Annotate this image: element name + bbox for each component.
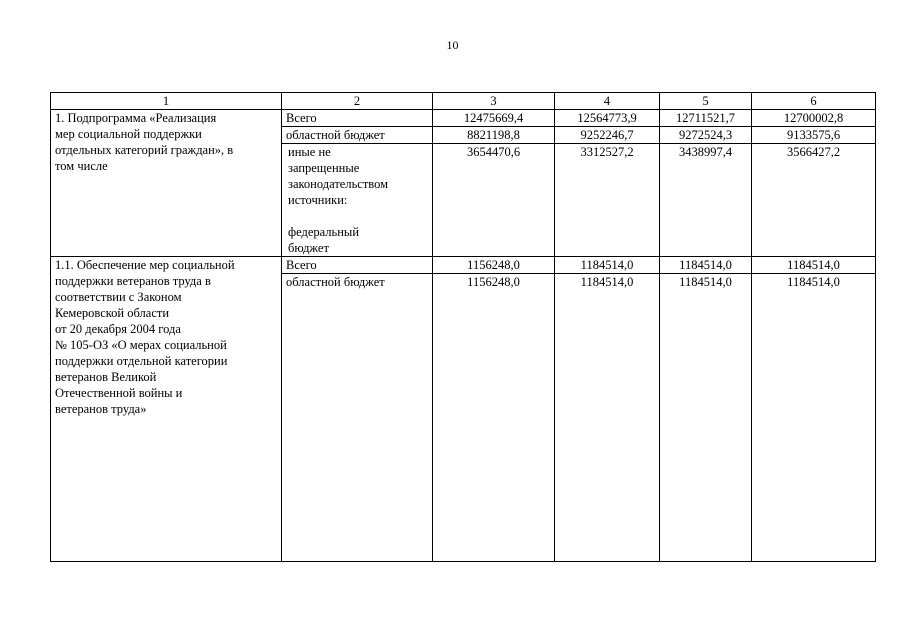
value-cell: 1156248,0 xyxy=(433,274,555,562)
header-cell: 2 xyxy=(282,93,433,110)
funding-source: Всего xyxy=(282,257,433,274)
value-cell: 12700002,8 xyxy=(752,110,876,127)
funding-source: областной бюджет xyxy=(282,127,433,144)
funding-source xyxy=(282,144,433,257)
value-cell: 1184514,0 xyxy=(752,274,876,562)
funding-source: областной бюджет xyxy=(282,274,433,562)
value-cell: 3654470,6 xyxy=(433,144,555,257)
header-cell: 3 xyxy=(433,93,555,110)
value-cell: 1184514,0 xyxy=(660,257,752,274)
value-cell: 3566427,2 xyxy=(752,144,876,257)
program-name: 1.1. Обеспечение мер социальной поддержки ветеранов труда в соответствии с Законом Кемеровской области от 20 декабря 2004 года № 105-ОЗ «О мерах социальной поддержки отдельной категории ветеранов Великой Отечественной войны и ветеранов труда» xyxy=(51,257,282,562)
page-number: 10 xyxy=(446,38,459,52)
value-cell: 3312527,2 xyxy=(555,144,660,257)
table-row xyxy=(51,257,876,274)
value-cell: 9272524,3 xyxy=(660,127,752,144)
value-cell: 12475669,4 xyxy=(433,110,555,127)
table-row xyxy=(51,110,876,127)
program-name: 1. Подпрограмма «Реализация мер социальной поддержки отдельных категорий граждан», в том числе xyxy=(51,110,282,257)
budget-table xyxy=(50,92,876,562)
header-cell: 6 xyxy=(752,93,876,110)
value-cell: 3438997,4 xyxy=(660,144,752,257)
header-cell: 1 xyxy=(51,93,282,110)
header-row xyxy=(51,93,876,110)
value-cell: 12564773,9 xyxy=(555,110,660,127)
header-cell: 5 xyxy=(660,93,752,110)
header-cell: 4 xyxy=(555,93,660,110)
value-cell: 1184514,0 xyxy=(752,257,876,274)
value-cell: 1184514,0 xyxy=(660,274,752,562)
value-cell: 1184514,0 xyxy=(555,257,660,274)
funding-source: Всего xyxy=(282,110,433,127)
value-cell: 8821198,8 xyxy=(433,127,555,144)
value-cell: 9252246,7 xyxy=(555,127,660,144)
value-cell: 9133575,6 xyxy=(752,127,876,144)
value-cell: 1184514,0 xyxy=(555,274,660,562)
funding-source-text: иные не запрещенные законодательством источники: федеральный бюджет xyxy=(288,145,389,255)
value-cell: 1156248,0 xyxy=(433,257,555,274)
value-cell: 12711521,7 xyxy=(660,110,752,127)
